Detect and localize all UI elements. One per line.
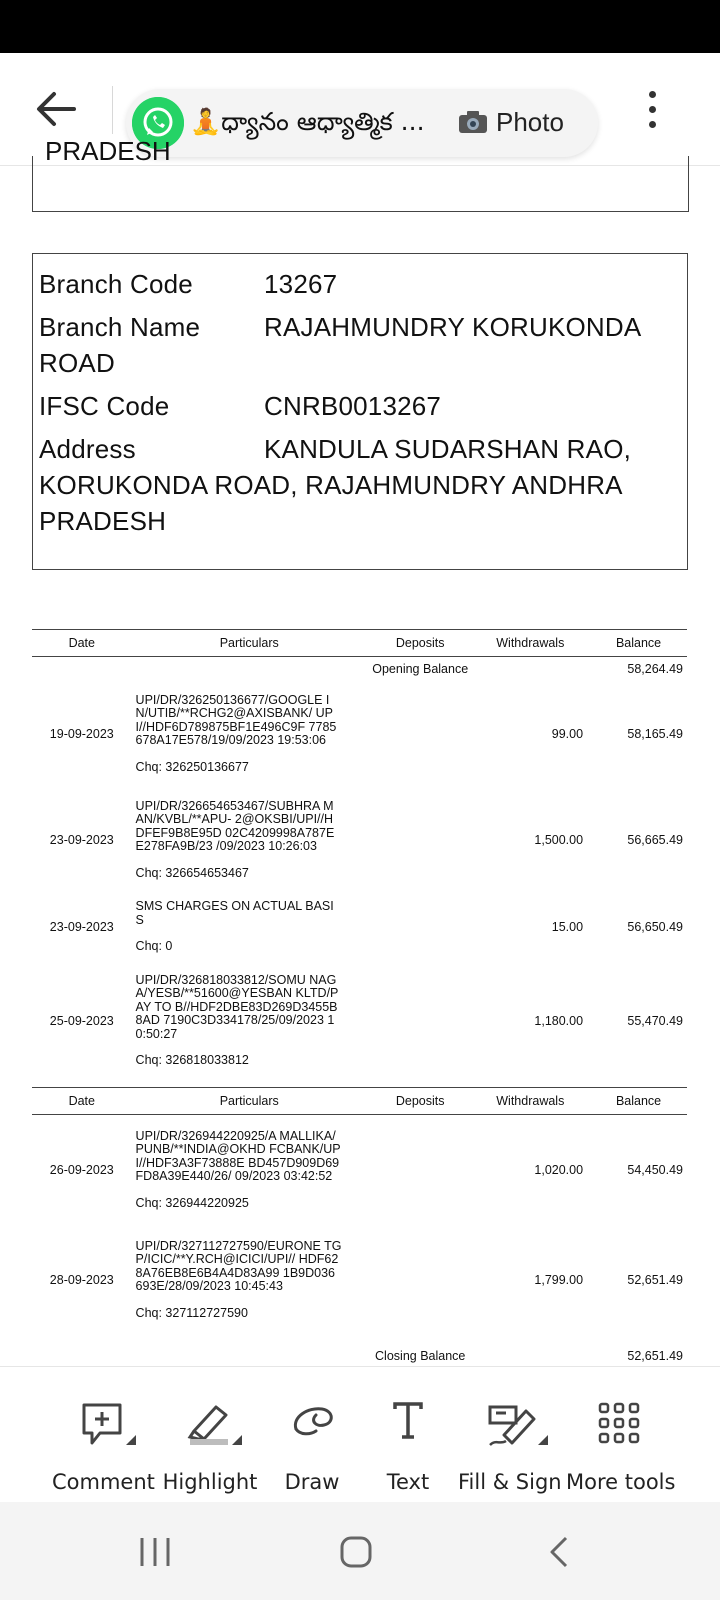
comment-tool[interactable] xyxy=(52,1367,155,1503)
ifsc-label: IFSC Code xyxy=(39,391,170,421)
col-particulars: Particulars xyxy=(132,1088,364,1115)
col-withdrawals: Withdrawals xyxy=(477,1088,594,1115)
more-tools-label: More tools xyxy=(566,1470,676,1494)
col-date: Date xyxy=(32,630,132,657)
more-tools-button[interactable] xyxy=(566,1367,676,1503)
closing-balance-label: Closing Balance xyxy=(375,1348,466,1363)
col-balance: Balance xyxy=(593,630,687,657)
row-withdrawal: 1,500.00 xyxy=(534,832,584,847)
transactions-table-2 xyxy=(32,1087,687,1363)
row-particulars: UPI/DR/327112727590/EURONE TGP/ICIC/**Y.RCH@ICICI/UPI// HDF628A76EB8E6B4A4D83A99 1B9D036693E/28/09/2023 10:45:43 xyxy=(135,1238,342,1293)
col-deposits: Deposits xyxy=(364,1088,477,1115)
table-header xyxy=(32,630,687,657)
more-tools-icon xyxy=(597,1401,641,1445)
opening-balance-value: 58,264.49 xyxy=(627,661,683,676)
row-date: 28-09-2023 xyxy=(49,1272,114,1287)
draw-label: Draw xyxy=(284,1470,340,1494)
row-particulars: UPI/DR/326818033812/SOMU NAGA/YESB/**51600@YESBAN KLTD/PAY TO B//HDF2DBE83D269D3455B8AD 7190C3D334178/25/09/2023 10:50:27 xyxy=(135,972,339,1041)
comment-icon xyxy=(80,1401,140,1451)
row-date: 23-09-2023 xyxy=(49,919,114,934)
opening-balance-label: Opening Balance xyxy=(372,661,469,676)
table-row xyxy=(32,787,687,893)
row-chq: Chq: 326818033812 xyxy=(135,1053,249,1068)
status-bar xyxy=(0,0,720,53)
divider xyxy=(112,86,113,134)
col-date: Date xyxy=(32,1088,132,1115)
address-line-3: PRADESH xyxy=(39,506,167,536)
row-balance: 56,665.49 xyxy=(627,832,683,847)
nav-back-icon[interactable] xyxy=(548,1536,570,1568)
shared-from-chip[interactable] xyxy=(126,89,598,157)
col-deposits: Deposits xyxy=(364,630,477,657)
col-particulars: Particulars xyxy=(132,630,364,657)
opening-balance-row xyxy=(32,657,687,681)
table-row xyxy=(32,961,687,1081)
address-box-top xyxy=(32,136,689,212)
row-date: 26-09-2023 xyxy=(49,1162,114,1177)
table-row xyxy=(32,681,687,787)
row-particulars: UPI/DR/326944220925/A MALLIKA/PUNB/**INDIA@OKHD FCBANK/UPI//HDF3A3F73888E BD457D909D69FD8A39E440/26/ 09/2023 03:42:52 xyxy=(135,1128,341,1184)
row-withdrawal: 1,799.00 xyxy=(534,1272,584,1287)
comment-label: Comment xyxy=(52,1470,155,1494)
branch-code-value: 13267 xyxy=(264,269,338,299)
tools-toolbar xyxy=(0,1366,720,1503)
row-balance: 54,450.49 xyxy=(627,1162,683,1177)
chip-title: 🧘ధ్యానం ఆధ్యాత్మిక ... xyxy=(190,107,425,136)
row-chq: Chq: 0 xyxy=(135,939,173,953)
branch-name-value-cont: ROAD xyxy=(39,348,115,378)
row-withdrawal: 1,180.00 xyxy=(534,1013,584,1028)
draw-icon xyxy=(290,1401,336,1441)
row-withdrawal: 15.00 xyxy=(551,919,584,934)
row-balance: 56,650.49 xyxy=(627,919,683,934)
address-tail: PRADESH xyxy=(45,136,171,166)
text-label: Text xyxy=(386,1470,430,1494)
more-vert-icon[interactable] xyxy=(646,91,658,131)
row-particulars: UPI/DR/326654653467/SUBHRA MAN/KVBL/**APU- 2@OKSBI/UPI//HDFEF9B8E95D 02C4209998A787EE278FA9B/23 /09/2023 10:26:03 xyxy=(135,798,335,853)
branch-code-label: Branch Code xyxy=(39,269,193,299)
branch-name-value: RAJAHMUNDRY KORUKONDA xyxy=(264,312,642,342)
row-chq: Chq: 327112727590 xyxy=(135,1305,248,1320)
highlight-label: Highlight xyxy=(162,1470,258,1494)
fill-sign-tool[interactable] xyxy=(458,1367,560,1503)
address-label: Address xyxy=(39,434,136,464)
text-icon xyxy=(392,1401,424,1441)
row-particulars: SMS CHARGES ON ACTUAL BASIS xyxy=(135,899,334,927)
camera-icon xyxy=(458,109,488,135)
address-line-1: KANDULA SUDARSHAN RAO, xyxy=(264,434,632,464)
closing-balance-row xyxy=(32,1335,687,1363)
col-withdrawals: Withdrawals xyxy=(477,630,594,657)
text-tool[interactable] xyxy=(364,1367,452,1503)
col-balance: Balance xyxy=(593,1088,687,1115)
row-date: 25-09-2023 xyxy=(49,1013,114,1028)
branch-details-box xyxy=(32,253,688,570)
highlight-tool[interactable] xyxy=(160,1367,260,1503)
row-date: 23-09-2023 xyxy=(49,832,114,847)
chip-photo-label: Photo xyxy=(496,107,564,137)
highlight-icon xyxy=(186,1401,246,1451)
row-particulars: UPI/DR/326250136677/GOOGLE IN/UTIB/**RCHG2@AXISBANK/ UPI//HDF6D789875BF1E496C9F 7785678A17E578/19/09/2023 19:53:06 xyxy=(135,692,337,747)
back-arrow-icon[interactable] xyxy=(34,89,78,129)
closing-balance-value: 52,651.49 xyxy=(627,1348,683,1363)
row-withdrawal: 1,020.00 xyxy=(534,1162,584,1177)
table-row xyxy=(32,893,687,961)
row-balance: 52,651.49 xyxy=(627,1272,683,1287)
address-line-2: KORUKONDA ROAD, RAJAHMUNDRY ANDHRA xyxy=(39,470,623,500)
ifsc-value: CNRB0013267 xyxy=(264,391,442,421)
row-chq: Chq: 326654653467 xyxy=(135,865,249,880)
pdf-page[interactable] xyxy=(0,136,720,1366)
fill-sign-icon xyxy=(486,1401,552,1451)
fill-sign-label: Fill & Sign xyxy=(458,1470,562,1494)
transactions-table-1 xyxy=(32,629,687,1081)
table-header xyxy=(32,1088,687,1115)
row-balance: 55,470.49 xyxy=(627,1013,683,1028)
row-balance: 58,165.49 xyxy=(627,726,683,741)
draw-tool[interactable] xyxy=(266,1367,358,1503)
row-withdrawal: 99.00 xyxy=(551,726,584,741)
row-chq: Chq: 326944220925 xyxy=(135,1195,249,1210)
branch-name-label: Branch Name xyxy=(39,312,201,342)
system-nav-bar xyxy=(0,1502,720,1600)
table-row xyxy=(32,1225,687,1335)
home-icon[interactable] xyxy=(340,1536,372,1568)
recents-icon[interactable] xyxy=(138,1536,172,1568)
table-row xyxy=(32,1115,687,1225)
row-date: 19-09-2023 xyxy=(49,726,114,741)
row-chq: Chq: 326250136677 xyxy=(135,759,249,774)
